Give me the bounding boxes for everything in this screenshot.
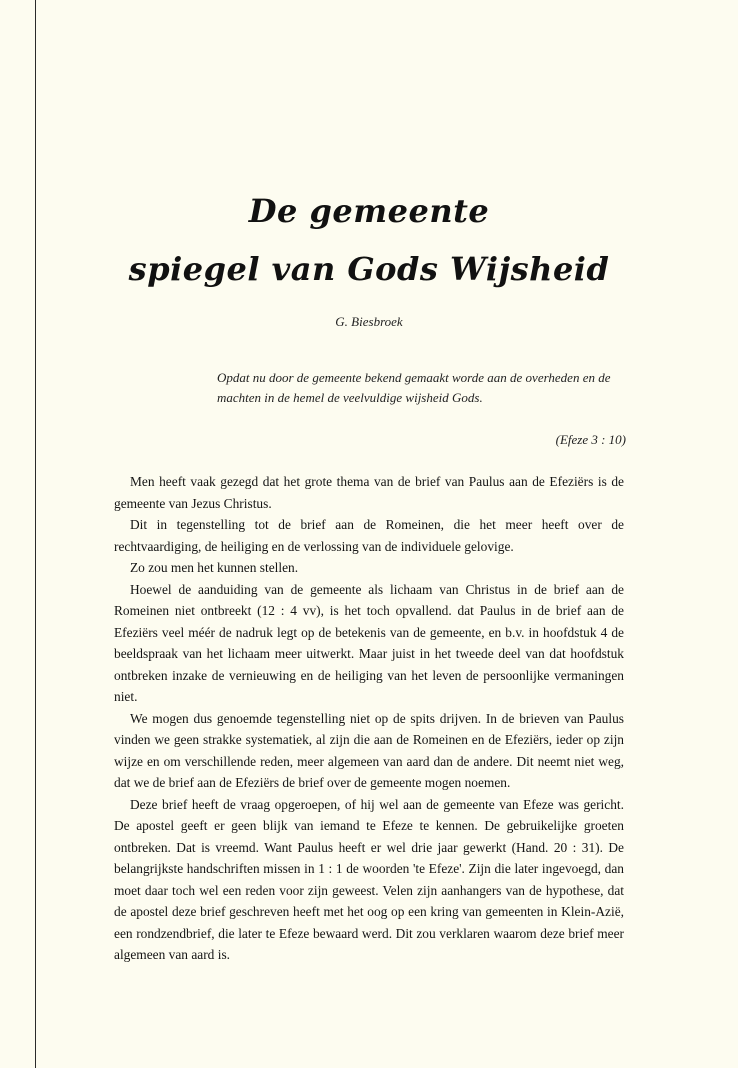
paragraph: Deze brief heeft de vraag opgeroepen, of hij wel aan de gemeente van Efeze was gericht. De apostel geeft er geen blijk van iemand te Efeze te kennen. De gebruikelijke groeten ontbreken. Dat is vreemd. Want Paulus heeft er wel drie jaar gewerkt (Hand. 20 : 31). De belangrijkste handschriften missen in 1 : 1 de woorden 'te Efeze'. Zijn die later ingevoegd, dan moet daar toch wel een reden voor zijn geweest. Velen zijn aanhangers van de hypothese, dat de apostel deze brief geschreven heeft met het oog op een kring van gemeenten in Klein-Azië, een rondzendbrief, die later te Efeze bewaard werd. Dit zou verklaren waarom deze brief meer algemeen van aard is. <box>114 796 624 962</box>
paragraph: Dit in tegenstelling tot de brief aan de Romeinen, die het meer heeft over de rechtvaardiging, de heiliging en de verlossing van de individuele gelovige. <box>114 517 624 554</box>
paragraph: We mogen dus genoemde tegenstelling niet op de spits drijven. In de brieven van Paulus vinden we geen strakke systematiek, al zijn die aan de Romeinen en de Efeziërs, ieder op zijn wijze en om verschillende reden, meer algemeen van aard dan de andere. Dit neemt niet weg, dat we de brief aan de Efeziërs de brief over de gemeente mogen noemen. <box>114 710 624 790</box>
epigraph-quote: Opdat nu door de gemeente bekend gemaakt worde aan de overheden en de machten in de hemel de veelvuldige wijsheid Gods. <box>217 370 611 405</box>
title-line-2: spiegel van Gods Wijsheid <box>128 250 610 288</box>
article-body <box>114 471 624 966</box>
epigraph-reference: (Efeze 3 : 10) <box>555 432 626 447</box>
paragraph: Hoewel de aanduiding van de gemeente als lichaam van Christus in de brief aan de Romeinen niet ontbreekt (12 : 4 vv), is het toch opvallend. dat Paulus in de brief aan de Efeziërs veel méér de nadruk legt op de betekenis van de gemeente, en b.v. in hoofdstuk 4 de beeldspraak van het lichaam meer uitwerkt. Maar juist in het tweede deel van dat hoofdstuk ontbreken inzake de vernieuwing en de heiliging van het leven de persoonlijke vermaningen niet. <box>114 581 624 704</box>
author-name: G. Biesbroek <box>335 314 403 329</box>
title-line-1: De gemeente <box>248 192 490 230</box>
paragraph: Zo zou men het kunnen stellen. <box>130 560 299 575</box>
paragraph: Men heeft vaak gezegd dat het grote thema van de brief van Paulus aan de Efeziërs is de gemeente van Jezus Christus. <box>114 474 624 511</box>
page-edge-line <box>35 0 36 1068</box>
